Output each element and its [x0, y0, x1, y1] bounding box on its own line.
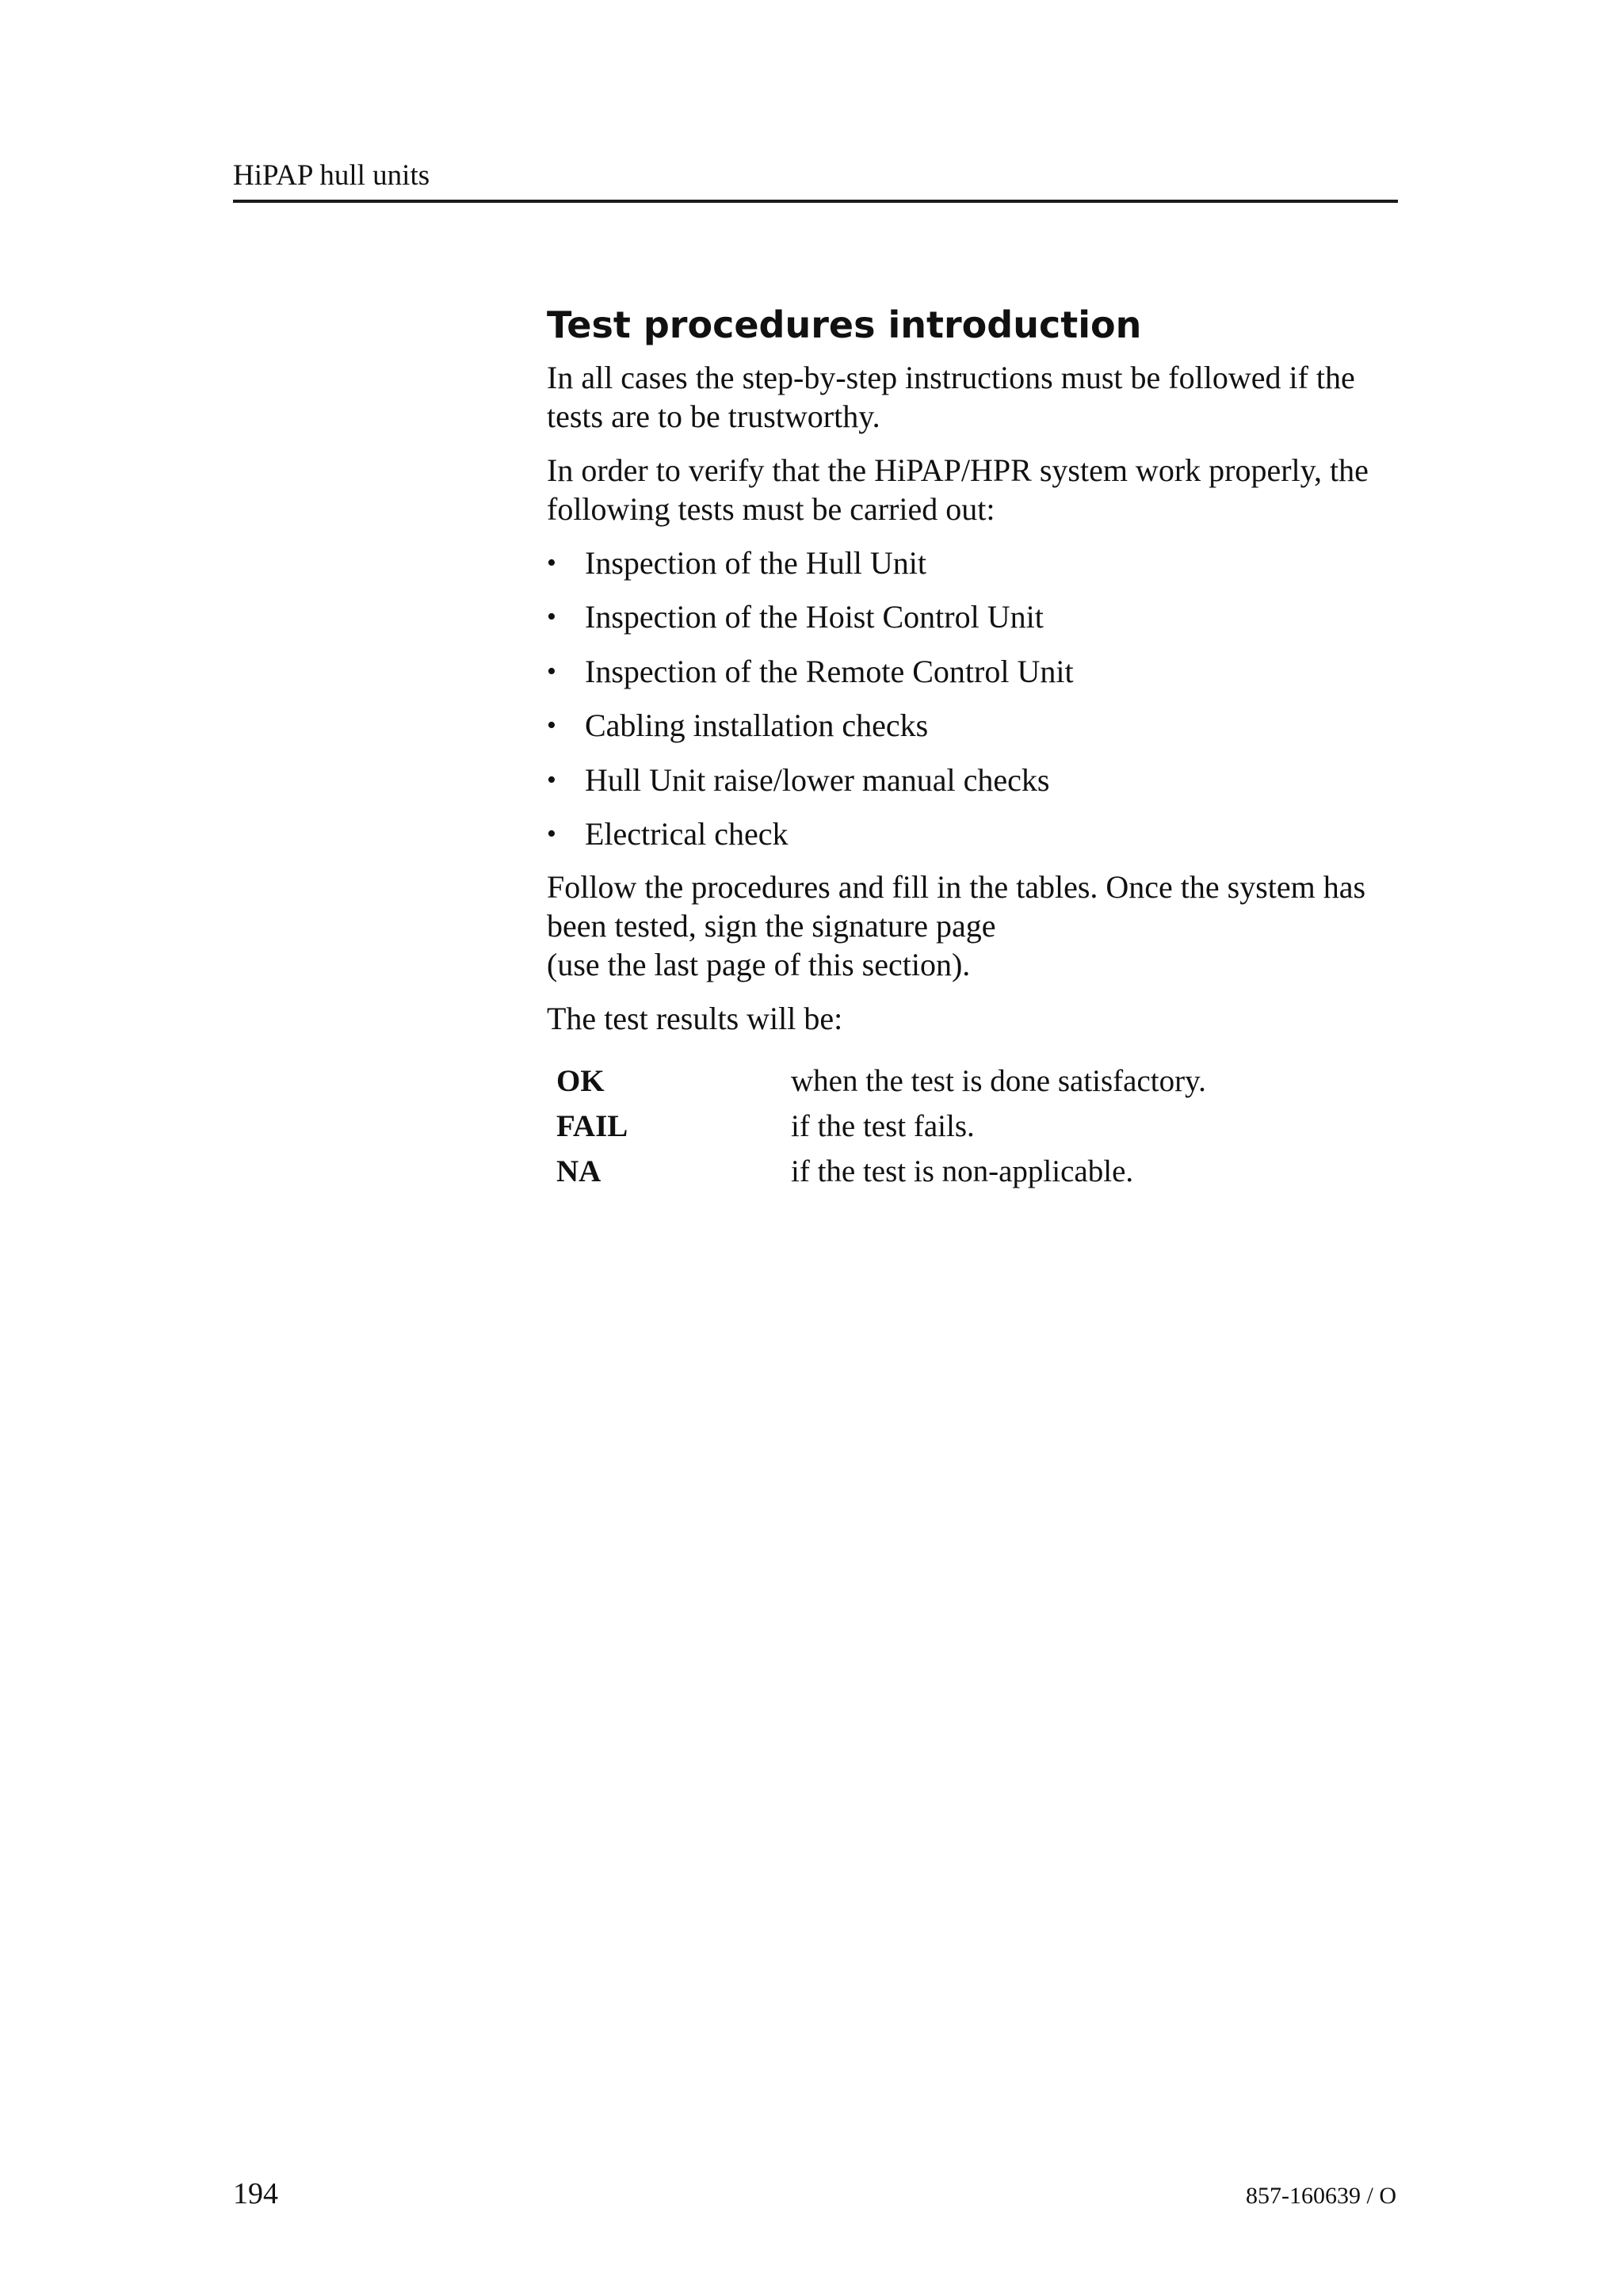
- test-list: [547, 543, 1419, 853]
- intro-paragraph: In all cases the step-by-step instructions must be followed if the tests are to be trustworthy.: [547, 360, 1355, 434]
- follow-text: Follow the procedures and fill in the tables. Once the system has been tested, sign the signature page: [547, 868, 1366, 944]
- list-item-text: Electrical check: [585, 815, 789, 852]
- list-item-text: Hull Unit raise/lower manual checks: [585, 761, 1050, 798]
- list-item-text: Inspection of the Hoist Control Unit: [585, 599, 1044, 635]
- list-item: [547, 652, 1419, 691]
- result-row: [556, 1149, 1419, 1194]
- bullet-icon: •: [547, 711, 556, 741]
- result-row: [556, 1104, 1419, 1149]
- result-code: NA: [556, 1154, 601, 1188]
- list-item-text: Inspection of the Remote Control Unit: [585, 653, 1074, 689]
- list-item: [547, 706, 1419, 745]
- result-code: FAIL: [556, 1108, 628, 1143]
- list-item-text: Cabling installation checks: [585, 707, 929, 744]
- running-header-title: HiPAP hull units: [233, 159, 430, 192]
- list-item: [547, 543, 1419, 582]
- bullet-icon: •: [547, 602, 556, 632]
- result-description: when the test is done satisfactory.: [791, 1063, 1206, 1098]
- bullet-icon: •: [547, 656, 556, 686]
- main-content: [547, 301, 1419, 1194]
- section-heading: Test procedures introduction: [547, 303, 1142, 346]
- results-intro: The test results will be:: [547, 1000, 843, 1036]
- bullet-icon: •: [547, 765, 556, 795]
- results-legend: [556, 1058, 1419, 1194]
- result-description: if the test is non-applicable.: [791, 1154, 1134, 1188]
- header-rule: [233, 200, 1398, 203]
- page-number: 194: [233, 2177, 278, 2210]
- result-row: [556, 1058, 1419, 1104]
- list-item: [547, 814, 1419, 853]
- result-description: if the test fails.: [791, 1108, 975, 1143]
- list-item: [547, 761, 1419, 799]
- result-code: OK: [556, 1063, 605, 1098]
- list-item: [547, 597, 1419, 636]
- follow-paragraph: [547, 868, 1419, 984]
- follow-text-note: (use the last page of this section).: [547, 946, 971, 982]
- document-id: 857-160639 / O: [1246, 2183, 1396, 2209]
- verify-paragraph: In order to verify that the HiPAP/HPR system work properly, the following tests must be carried out:: [547, 452, 1369, 527]
- bullet-icon: •: [547, 818, 556, 849]
- bullet-icon: •: [547, 548, 556, 578]
- list-item-text: Inspection of the Hull Unit: [585, 545, 927, 581]
